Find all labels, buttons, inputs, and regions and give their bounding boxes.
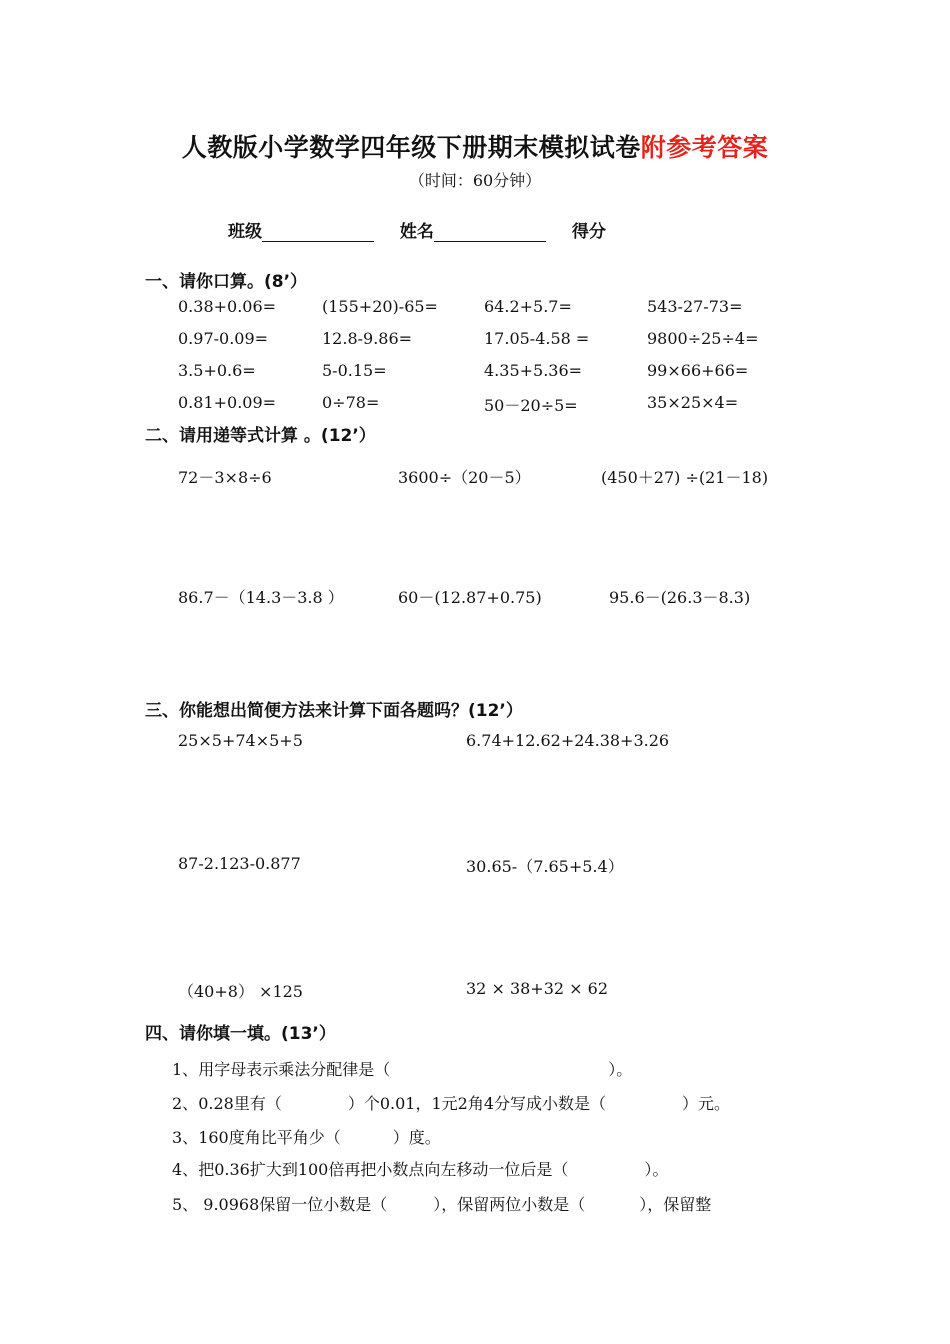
section3-heading: 三、你能想出简便方法来计算下面各题吗？(12’） bbox=[145, 701, 523, 721]
s1-r1-c2: (155+20)-65= bbox=[322, 297, 438, 316]
section4-heading: 四、请你填一填。(13’） bbox=[145, 1024, 336, 1044]
s2-r1-c1: 72－3×8÷6 bbox=[178, 468, 272, 487]
s1-r1-c1: 0.38+0.06= bbox=[178, 297, 277, 316]
name-label: 姓名 bbox=[399, 222, 434, 242]
title-highlight: 附参考答案 bbox=[640, 133, 769, 162]
page-title bbox=[0, 128, 950, 164]
s3-r3-c2: 32 × 38+32 × 62 bbox=[466, 979, 608, 998]
s3-r1-c1: 25×5+74×5+5 bbox=[178, 731, 303, 750]
name-blank[interactable] bbox=[434, 223, 546, 242]
s1-r1-c3: 64.2+5.7= bbox=[484, 297, 572, 316]
s1-r1-c4: 543-27-73= bbox=[647, 297, 743, 316]
class-blank[interactable] bbox=[262, 223, 374, 242]
s3-r2-c2: 30.65-（7.65+5.4） bbox=[466, 857, 624, 876]
title-main: 人教版小学数学四年级下册期末模拟试卷 bbox=[181, 133, 641, 162]
s2-r2-c2: 60－(12.87+0.75) bbox=[398, 588, 542, 607]
section2-heading: 二、请用递等式计算 。(12’） bbox=[145, 426, 376, 446]
s1-r4-c3: 50－20÷5= bbox=[484, 396, 578, 415]
student-info bbox=[228, 217, 606, 242]
s2-r1-c3: (450＋27) ÷(21－18) bbox=[601, 468, 769, 487]
s1-r4-c2: 0÷78= bbox=[322, 393, 380, 412]
s1-r2-c3: 17.05-4.58 = bbox=[484, 329, 590, 348]
s1-r4-c1: 0.81+0.09= bbox=[178, 393, 277, 412]
s3-r2-c1: 87-2.123-0.877 bbox=[178, 854, 301, 873]
s2-r2-c1: 86.7－（14.3－3.8 ） bbox=[178, 588, 344, 607]
fill-q3: 3、160度角比平角少（ ）度。 bbox=[172, 1128, 441, 1147]
s1-r4-c4: 35×25×4= bbox=[647, 393, 739, 412]
s1-r3-c4: 99×66+66= bbox=[647, 361, 749, 380]
s1-r3-c3: 4.35+5.36= bbox=[484, 361, 583, 380]
s1-r2-c1: 0.97-0.09= bbox=[178, 329, 269, 348]
s1-r2-c4: 9800÷25÷4= bbox=[647, 329, 759, 348]
s2-r1-c2: 3600÷（20－5） bbox=[398, 468, 531, 487]
s1-r3-c2: 5-0.15= bbox=[322, 361, 387, 380]
s1-r3-c1: 3.5+0.6= bbox=[178, 361, 256, 380]
s3-r3-c1: （40+8） ×125 bbox=[178, 982, 303, 1001]
fill-q2: 2、0.28里有（ ）个0.01，1元2角4分写成小数是（ ）元。 bbox=[172, 1094, 731, 1113]
time-note: （时间：60分钟） bbox=[408, 171, 542, 190]
s3-r1-c2: 6.74+12.62+24.38+3.26 bbox=[466, 731, 670, 750]
fill-q5: 5、 9.0968保留一位小数是（ ），保留两位小数是（ ），保留整 bbox=[172, 1195, 712, 1214]
section1-heading: 一、请你口算。(8’） bbox=[145, 272, 308, 292]
s2-r2-c3: 95.6－(26.3－8.3) bbox=[609, 588, 751, 607]
class-label: 班级 bbox=[228, 222, 262, 242]
fill-q4: 4、把0.36扩大到100倍再把小数点向左移动一位后是（ ）。 bbox=[172, 1160, 669, 1179]
score-label: 得分 bbox=[571, 222, 606, 242]
s1-r2-c2: 12.8-9.86= bbox=[322, 329, 413, 348]
fill-q1: 1、用字母表示乘法分配律是（ ）。 bbox=[172, 1060, 633, 1079]
